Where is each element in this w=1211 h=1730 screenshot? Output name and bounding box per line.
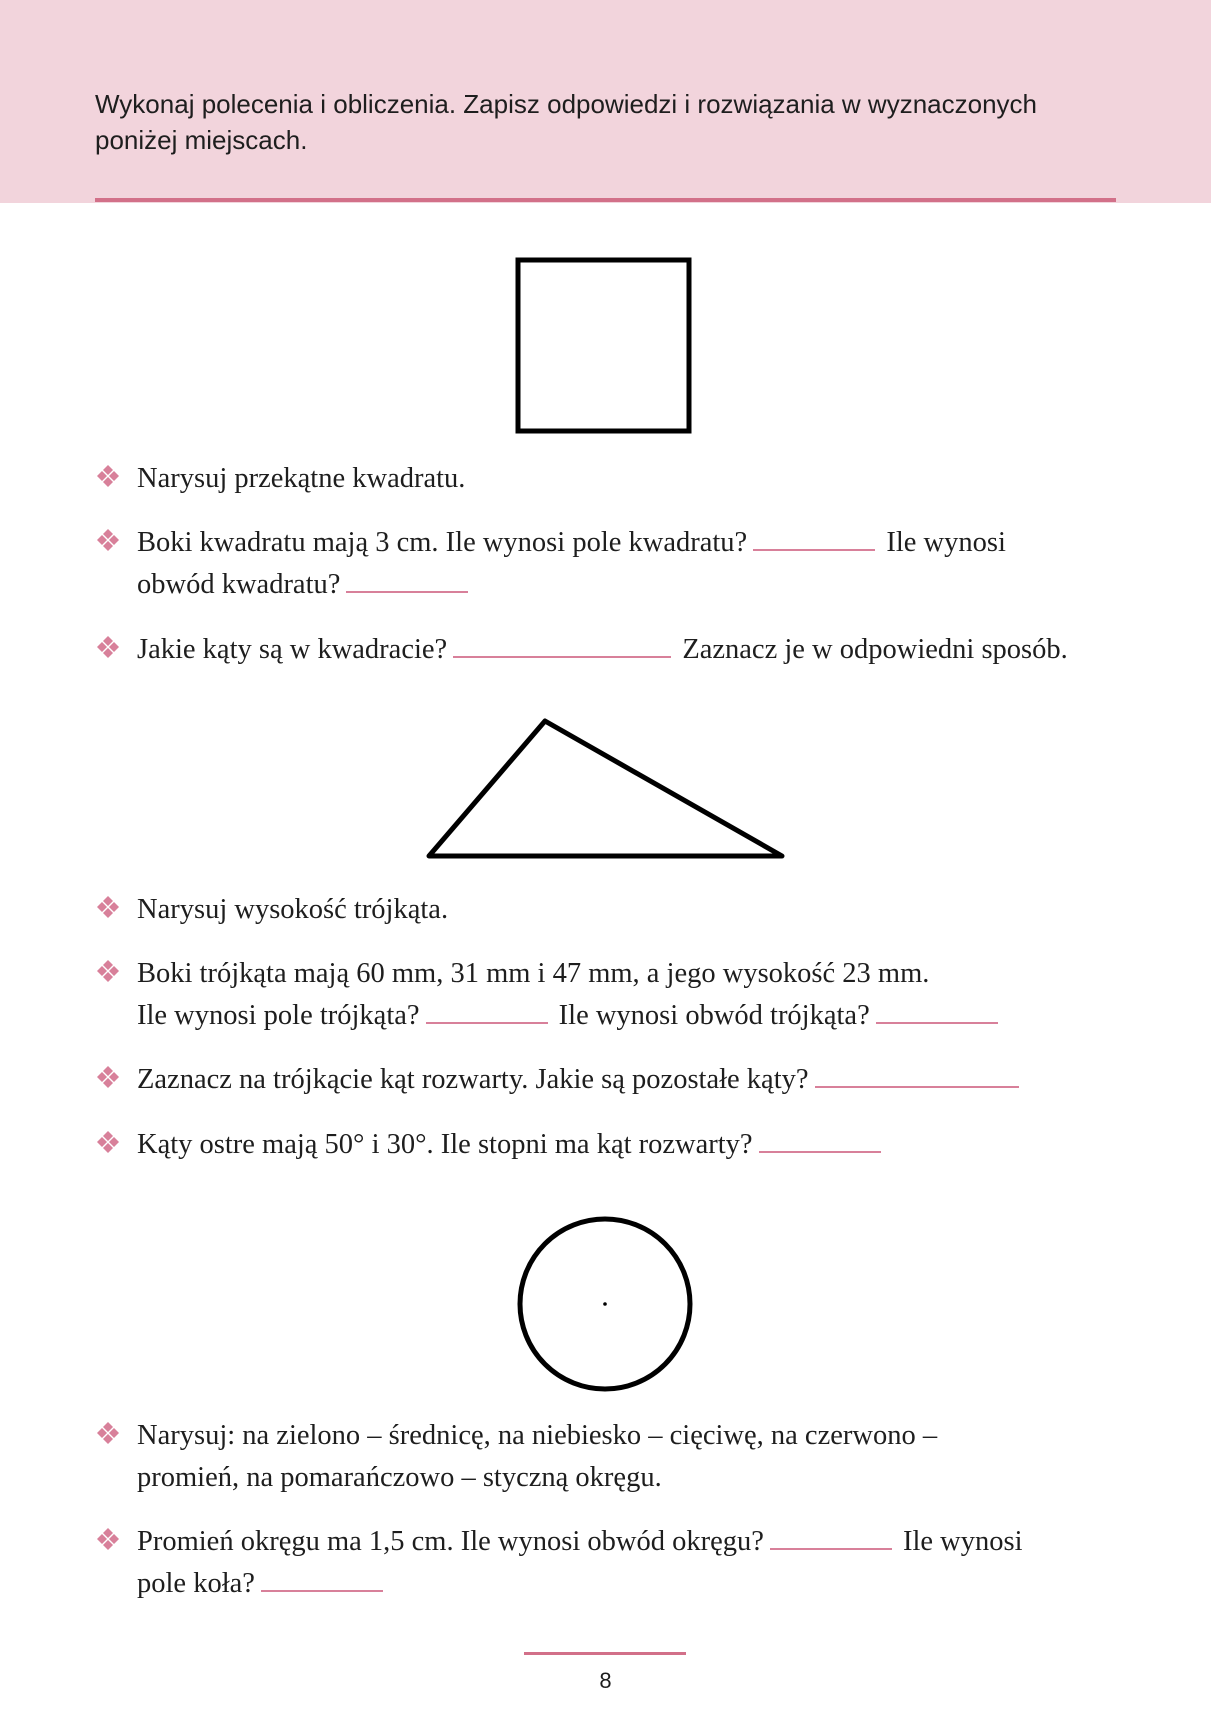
answer-blank-obtuse-degrees[interactable]	[759, 1137, 881, 1153]
task-square-angles	[95, 629, 1155, 671]
diamond-bullet-icon	[95, 1415, 121, 1457]
task-text: Ile wynosi	[886, 527, 1006, 558]
diamond-bullet-icon	[95, 458, 121, 500]
task-text: Zaznacz na trójkącie kąt rozwarty. Jakie są pozostałe kąty?	[137, 1064, 809, 1095]
diamond-bullet-icon	[95, 889, 121, 931]
task-text: Boki kwadratu mają 3 cm. Ile wynosi pole kwadratu?	[137, 527, 748, 558]
task-text: Jakie kąty są w kwadracie?	[137, 634, 448, 665]
header-divider	[95, 198, 1116, 202]
task-square-area-perimeter	[95, 522, 1155, 606]
instruction-text: Wykonaj polecenia i obliczenia. Zapisz odpowiedzi i rozwiązania w wyznaczonych poniżej miejscach.	[95, 89, 1038, 155]
answer-blank-perimeter[interactable]	[346, 577, 468, 593]
task-text: pole koła?	[137, 1568, 255, 1599]
task-text: Zaznacz je w odpowiedni sposób.	[682, 634, 1068, 665]
task-triangle-obtuse-angle	[95, 1059, 1155, 1101]
page-number: 8	[599, 1668, 612, 1693]
diamond-bullet-icon	[95, 1521, 121, 1563]
task-triangle-area-perimeter	[95, 953, 1155, 1037]
task-text: Kąty ostre mają 50° i 30°. Ile stopni ma kąt rozwarty?	[137, 1129, 753, 1160]
task-triangle-angle-degrees	[95, 1124, 1155, 1166]
triangle-figure	[424, 716, 786, 862]
center-dot-icon	[603, 1302, 607, 1306]
task-text: Narysuj: na zielono – średnicę, na niebiesko – cięciwę, na czerwono –	[137, 1420, 938, 1451]
diamond-bullet-icon	[95, 1059, 121, 1101]
diamond-bullet-icon	[95, 522, 121, 564]
diamond-bullet-icon	[95, 629, 121, 671]
task-text: promień, na pomarańczowo – styczną okręgu.	[137, 1462, 662, 1493]
diamond-bullet-icon	[95, 953, 121, 995]
task-circle-perimeter-area	[95, 1521, 1155, 1605]
task-text: Promień okręgu ma 1,5 cm. Ile wynosi obwód okręgu?	[137, 1526, 764, 1557]
task-text: Ile wynosi obwód trójkąta?	[558, 1000, 870, 1031]
task-text: Ile wynosi	[903, 1526, 1023, 1557]
answer-blank-circle-area[interactable]	[261, 1576, 383, 1592]
task-square-diagonals: Narysuj przekątne kwadratu.	[95, 458, 1155, 500]
answer-blank-angles[interactable]	[453, 642, 671, 658]
circle-figure	[515, 1214, 695, 1394]
answer-blank-triangle-perimeter[interactable]	[876, 1008, 998, 1024]
answer-blank-area[interactable]	[753, 535, 875, 551]
square-figure	[515, 257, 695, 437]
task-text: Boki trójkąta mają 60 mm, 31 mm i 47 mm, a jego wysokość 23 mm.	[137, 958, 930, 989]
answer-blank-triangle-area[interactable]	[426, 1008, 548, 1024]
task-triangle-height: Narysuj wysokość trójkąta.	[95, 889, 1155, 931]
task-text: Ile wynosi pole trójkąta?	[137, 1000, 420, 1031]
task-text: obwód kwadratu?	[137, 569, 341, 600]
answer-blank-remaining-angles[interactable]	[815, 1072, 1019, 1088]
diamond-bullet-icon	[95, 1124, 121, 1166]
footer-divider	[524, 1652, 686, 1655]
task-circle-draw	[95, 1415, 1155, 1499]
answer-blank-circumference[interactable]	[770, 1534, 892, 1550]
